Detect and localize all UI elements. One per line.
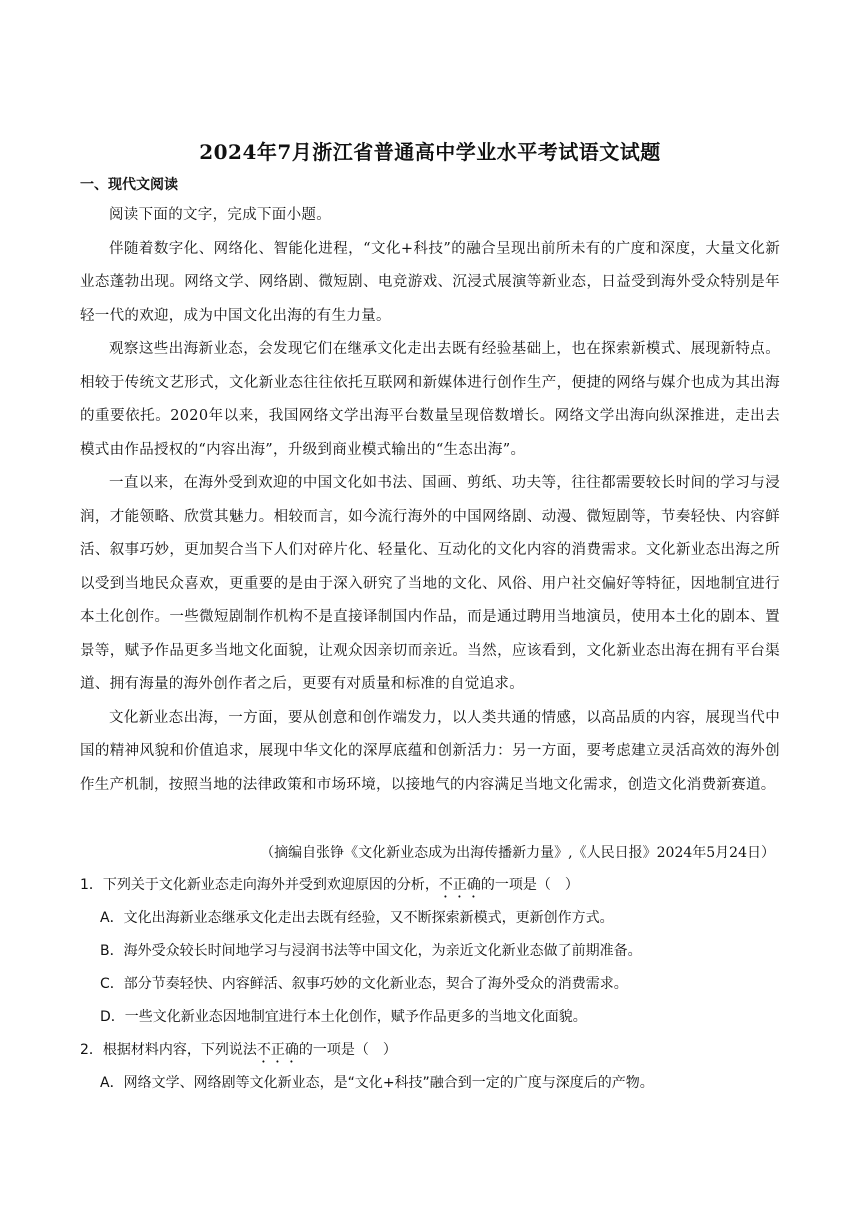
emphasized-text: 不正确 [256,1042,299,1058]
answer-option: A．文化出海新业态继承文化走出去既有经验，又不断探索新模式，更新创作方式。 [100,910,614,926]
passage-paragraph: 观察这些出海新业态，会发现它们在继承文化走出去既有经验基础上，也在探索新模式、展现新特点。相较于传统文艺形式，文化新业态往往依托互联网和新媒体进行创作生产，便捷的网络与媒介也成为其出海的重要依托。2020年以来，我国网络文学出海平台数量呈现倍数增长。网络文学出海向纵深推进，走出去模式由作品授权的“内容出海”，升级到商业模式输出的“生态出海”。 [80,341,780,458]
emphasized-text: 不正确 [438,877,481,893]
questions-section [80,872,780,1103]
section-heading: 一、现代文阅读 [80,177,178,193]
answer-option: D．一些文化新业态因地制宜进行本土化创作，赋予作品更多的当地文化面貌。 [100,1009,587,1025]
question-stem-text: 2．根据材料内容，下列说法 [80,1042,257,1058]
question-stem [80,1037,780,1070]
question-stem-text: 的一项是（ ） [480,877,579,893]
instruction: 阅读下面的文字，完成下面小题。 [109,207,331,223]
passage-paragraph: 伴随着数字化、网络化、智能化进程，“文化+科技”的融合呈现出前所未有的广度和深度，大量文化新业态蓬勃出现。网络文学、网络剧、微短剧、电竞游戏、沉浸式展演等新业态，日益受到海外受众特别是年轻一代的欢迎，成为中国文化出海的有生力量。 [80,240,780,324]
answer-option: B．海外受众较长时间地学习与浸润书法等中国文化，为亲近文化新业态做了前期准备。 [100,943,642,959]
passage-paragraph: 一直以来，在海外受到欢迎的中国文化如书法、国画、剪纸、功夫等，往往都需要较长时间的学习与浸润，才能领略、欣赏其魅力。相较而言，如今流行海外的中国网络剧、动漫、微短剧等，节奏轻快、内容鲜活、叙事巧妙，更加契合当下人们对碎片化、轻量化、互动化的文化内容的消费需求。文化新业态出海之所以受到当地民众喜欢，更重要的是由于深入研究了当地的文化、风俗、用户社交偏好等特征，因地制宜进行本土化创作。一些微短剧制作机构不是直接译制国内作品，而是通过聘用当地演员，使用本土化的剧本、置景等，赋予作品更多当地文化面貌，让观众因亲切而亲近。当然，应该看到，文化新业态出海在拥有平台渠道、拥有海量的海外创作者之后，更要有对质量和标准的自觉追求。 [80,475,780,692]
question-stem [80,872,780,905]
question-stem-text: 的一项是（ ） [298,1042,397,1058]
source-citation: （摘编自张铮《文化新业态成为出海传播新力量》,《人民日报》2024年5月24日） [260,845,775,861]
answer-option: A．网络文学、网络剧等文化新业态，是“文化+科技”融合到一定的广度与深度后的产物。 [100,1075,654,1091]
question-stem-text: 1．下列关于文化新业态走向海外并受到欢迎原因的分析， [80,877,439,893]
reading-passage [80,199,780,802]
passage-paragraph: 文化新业态出海，一方面，要从创意和创作端发力，以人类共通的情感，以高品质的内容，展现当代中国的精神风貌和价值追求，展现中华文化的深厚底蕴和创新活力：另一方面，要考虑建立灵活高效的海外创作生产机制，按照当地的法律政策和市场环境，以接地气的内容满足当地文化需求，创造文化消费新赛道。 [80,709,780,793]
page-title: 2024年7月浙江省普通高中学业水平考试语文试题 [199,140,661,164]
answer-option: C．部分节奏轻快、内容鲜活、叙事巧妙的文化新业态，契合了海外受众的消费需求。 [100,976,628,992]
